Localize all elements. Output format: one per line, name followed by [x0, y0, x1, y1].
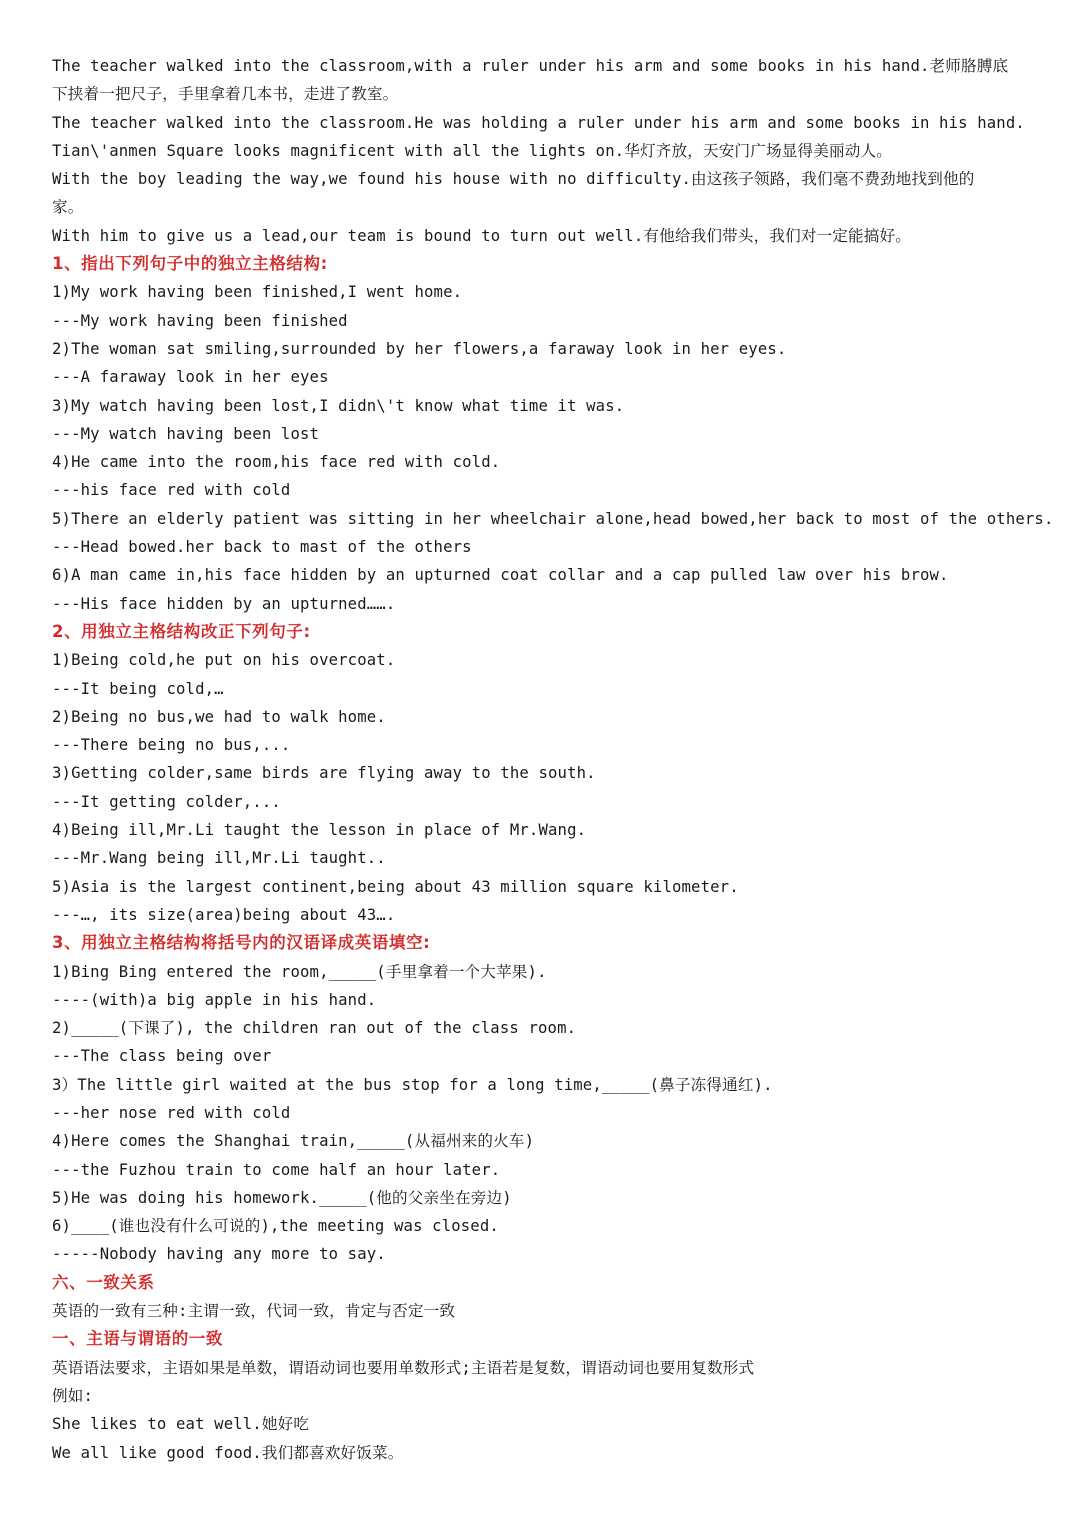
text-line: ---His face hidden by an upturned…….	[52, 594, 396, 613]
text-line: -----Nobody having any more to say.	[52, 1245, 386, 1264]
text-line: 英语的一致有三种:主谓一致，代词一致，肯定与否定一致	[52, 1302, 456, 1321]
text-line: 家。	[52, 198, 84, 217]
text-line: 3)Getting colder,same birds are flying away to the south.	[52, 764, 596, 783]
section-heading: 六、一致关系	[52, 1272, 155, 1292]
text-line: 下挟着一把尺子，手里拿着几本书，走进了教室。	[52, 85, 399, 104]
text-line: We all like good food.我们都喜欢好饭菜。	[52, 1443, 404, 1462]
text-line: 5)Asia is the largest continent,being about 43 million square kilometer.	[52, 877, 739, 896]
text-line: The teacher walked into the classroom,with a ruler under his arm and some books in his hand.老师胳膊底	[52, 57, 1009, 75]
text-line: ---…, its size(area)being about 43….	[52, 905, 396, 924]
text-line: Tian\'anmen Square looks magnificent with all the lights on.华灯齐放，天安门广场显得美丽动人。	[52, 141, 892, 160]
text-line: 2)_____(下课了), the children ran out of the class room.	[52, 1019, 577, 1038]
text-line: ---his face red with cold	[52, 481, 291, 500]
text-line: ---the Fuzhou train to come half an hour later.	[52, 1160, 501, 1179]
section-heading: 3、用独立主格结构将括号内的汉语译成英语填空:	[52, 933, 431, 953]
document-page	[52, 52, 1054, 1467]
text-line: She likes to eat well.她好吃	[52, 1415, 310, 1434]
text-line: ---The class being over	[52, 1047, 272, 1066]
text-line: 英语语法要求，主语如果是单数，谓语动词也要用单数形式;主语若是复数，谓语动词也要用复数形式	[52, 1358, 755, 1377]
text-line: 6)____(谁也没有什么可说的),the meeting was closed.	[52, 1217, 499, 1236]
text-line: 例如:	[52, 1386, 94, 1405]
text-line: 6)A man came in,his face hidden by an upturned coat collar and a cap pulled law over his brow.	[52, 566, 949, 585]
text-line: 2)The woman sat smiling,surrounded by her flowers,a faraway look in her eyes.	[52, 339, 787, 358]
section-heading: 2、用独立主格结构改正下列句子:	[52, 621, 311, 641]
text-line: ---It being cold,…	[52, 679, 224, 698]
text-line: 5)He was doing his homework._____(他的父亲坐在旁边)	[52, 1188, 512, 1207]
text-line: 4)He came into the room,his face red with cold.	[52, 453, 501, 472]
section-heading: 一、主语与谓语的一致	[52, 1329, 223, 1349]
section-heading: 1、指出下列句子中的独立主格结构:	[52, 254, 328, 274]
text-line: 3)My watch having been lost,I didn\'t know what time it was.	[52, 396, 625, 415]
text-line: ---Mr.Wang being ill,Mr.Li taught..	[52, 849, 386, 868]
text-line: 1)Being cold,he put on his overcoat.	[52, 651, 396, 670]
text-line: 1)My work having been finished,I went home.	[52, 283, 463, 302]
text-line: 3）The little girl waited at the bus stop for a long time,_____(鼻子冻得通红).	[52, 1075, 773, 1094]
text-line: ----(with)a big apple in his hand.	[52, 990, 377, 1009]
text-line: With the boy leading the way,we found his house with no difficulty.由这孩子领路，我们毫不费劲地找到他的	[52, 170, 975, 189]
text-line: 5)There an elderly patient was sitting in her wheelchair alone,head bowed,her back to most of the others.	[52, 509, 1054, 528]
text-line: ---My watch having been lost	[52, 424, 320, 443]
text-line: 2)Being no bus,we had to walk home.	[52, 707, 386, 726]
text-line: The teacher walked into the classroom.He was holding a ruler under his arm and some books in his hand.	[52, 113, 1025, 132]
text-line: ---There being no bus,...	[52, 736, 291, 755]
text-line: ---My work having been finished	[52, 311, 348, 330]
text-line: With him to give us a lead,our team is bound to turn out well.有他给我们带头，我们对一定能搞好。	[52, 226, 912, 245]
text-line: 4)Being ill,Mr.Li taught the lesson in place of Mr.Wang.	[52, 821, 587, 840]
text-line: ---A faraway look in her eyes	[52, 368, 329, 387]
text-line: ---It getting colder,...	[52, 792, 281, 811]
text-line: ---Head bowed.her back to mast of the others	[52, 538, 472, 557]
text-line: 4)Here comes the Shanghai train,_____(从福州来的火车)	[52, 1132, 535, 1151]
text-line: ---her nose red with cold	[52, 1103, 291, 1122]
text-line: 1)Bing Bing entered the room,_____(手里拿着一个大苹果).	[52, 962, 547, 981]
